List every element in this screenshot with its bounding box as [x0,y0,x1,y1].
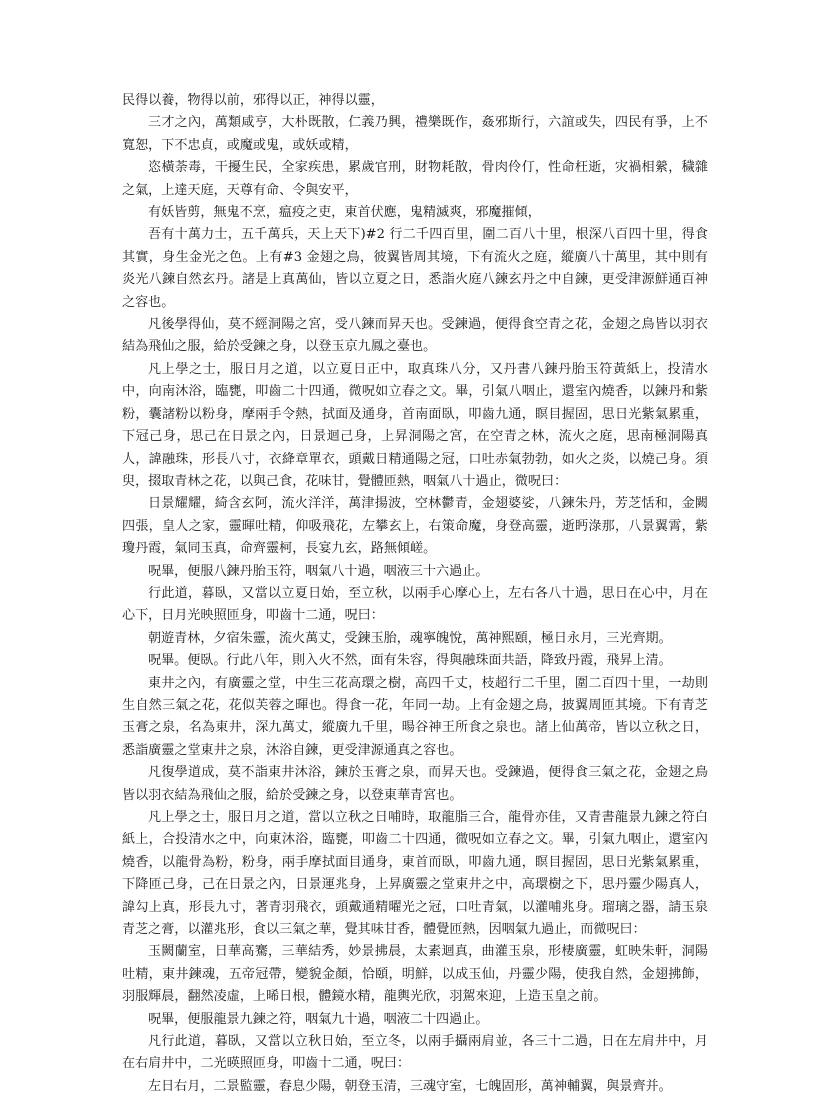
paragraph-13: 東井之內，有廣靈之堂，中生三花高環之樹，高四千丈，枝超行二千里，圍二百四十里，一劫則生自然三氣之花，花似芙蓉之暉也。得食一花，年同一劫。上有金翅之鳥，披翼周匝其境。下有青芝玉膏之泉，名為東井，深九萬丈，縱廣九千里，暘谷神王所食之泉也。諸上仙萬帝，皆以立秋之日，悉詣廣靈之堂東井之泉，沐浴自鍊，更受津源通真之容也。 [122,675,708,758]
paragraph-12: 呪畢。便臥。行此八年，則入火不然，面有朱容，得與融珠面共語，降致丹霞，飛昇上清。 [148,653,672,669]
paragraph-7: 凡上學之士，服日月之道，以立夏日正中，取真珠八分，又丹書八鍊丹胎玉符黃紙上，投清水中，向南沐浴，臨甕，叩齒二十四通，微呪如立春之文。畢，引氣八咽止，還室內燒香，以鍊丹和紫粉，囊諸粉以粉身，摩兩手令熱，拭面及通身，首南面臥，叩齒九通，瞑目握固，思日光紫氣累重，下冠己身，思己在日景之內，日景迴己身，上昇洞陽之宮，在空青之林，流火之庭，思南極洞陽真人，諱融珠，形長八寸，衣絳章單衣，頭戴日精通陽之冠，口吐赤氣勃勃，如火之炎，以燒己身。須臾，掇取青林之花，以與己食，花味甘，覺體匝熱，咽氣八十過止，微呪曰： [122,361,708,489]
paragraph-16: 玉闕蘭室，日華高騫，三華結秀，妙景拂晨，太素迴真，曲灌玉泉，形棲廣靈，虹映朱軒，洞陽吐精，東井鍊魂，五帝冠帶，變貌金顏，恰頤，明鮮，以成玉仙，丹靈少陽，使我自然，金翅拂飾，羽服輝晨，翻然凌虛，上晞日根，體鏡水精，龍輿光欣，羽駕來迎，上造玉皇之前。 [122,944,708,1005]
paragraph-17: 呪畢，便服龍景九鍊之符，咽氣九十過，咽液二十四過止。 [148,1011,489,1027]
paragraph-15: 凡上學之士，服日月之道，當以立秋之日哺時，取龍脂三合，龍骨亦佳，又青書龍景九鍊之符白紙上，合投清水之中，向東沐浴，臨甕，叩齒二十四通，微呪如立春之文。畢，引氣九咽止，還室內燒香，以龍骨為粉，粉身，兩手摩拭面目通身，東首而臥，叩齒九通，瞑目握固，思日光紫氣累重，下降匝己身，己在日景之內，日景運兆身，上昇廣靈之堂東井之中，高環樹之下，思丹靈少陽真人，諱勾上真，形長九寸，著青羽飛衣，頭戴通精曜光之冠，口吐青氣，以灌哺兆身。瑠璃之器，請玉泉青芝之膏，以灌兆形，食以三氣之華，覺其味甘香，體覺匝熱，因咽氣九過止，而微呪曰： [122,810,708,938]
paragraph-6: 凡後學得仙，莫不經洞陽之宮，受八鍊而昇天也。受鍊過，便得食空青之花，金翅之鳥皆以羽衣結為飛仙之服，給於受鍊之身，以登玉京九鳳之臺也。 [122,317,708,355]
paragraph-10: 行此道，暮臥，又當以立夏日始，至立秋，以兩手心摩心上，左右各八十過，思日在心中，月在心下，日月光映照匝身，叩齒十二通，呪曰： [122,585,708,624]
paragraph-2: 三才之內，萬類咸亨，大朴既散，仁義乃興，禮樂既作，姦邪斯行，六誼或失，四民有爭，上不寬恕，下不忠貞，或魔或鬼，或妖或精， [122,115,708,153]
paragraph-8: 日景耀耀，綺含玄阿，流火洋洋，萬津揚波，空林鬱青，金翅婆娑，八鍊朱丹，芳芝恬和，金闕四張，皇人之家，靈暉吐精，仰吸飛花，左攀玄上，右策命魔，身登高靈，逝眄淥那，八景翼霄，紫瓊丹霞，氣同玉真，命齊靈柯，長宴九玄，路無傾嵯。 [122,496,708,557]
paragraph-3: 恣橫荼毒，干擾生民，全家疾患，累歲官刑，財物耗散，骨肉伶仃，性命枉逝，灾禍相縈，穢雜之氣，上達天庭，天尊有命、令與安平， [122,160,708,198]
paragraph-9: 呪畢，便服八鍊丹胎玉符，咽氣八十過，咽液三十六過止。 [148,563,489,579]
paragraph-14: 凡復學道成，莫不詣東井沐浴，鍊於玉膏之泉，而昇天也。受鍊過，便得食三氣之花，金翅之鳥皆以羽衣結為飛仙之服，給於受鍊之身，以登東華青宮也。 [122,765,708,803]
paragraph-11: 朝遊青林，夕宿朱靈，流火萬丈，受鍊玉胎，魂寧魄悅，萬神熙頤，極日永月，三光齊期。 [148,630,672,646]
paragraph-4: 有妖皆剪，無鬼不烹，瘟疫之吏，東首伏應，鬼精滅爽，邪魔摧傾， [148,205,541,221]
paragraph-5: 吾有十萬力士，五千萬兵，天上天下)#2 行二千四百里，圍二百八十里，根深八百四十里，得食其實，身生金光之色。上有#3 金翅之鳥，彼翼皆周其境，下有流火之庭，縱廣八十萬里，其中則有炎光八鍊自然玄丹。諸是上真萬仙，皆以立夏之日，悉詣火庭八鍊玄丹之中自鍊，更受津源鮮通百神之容也。 [122,227,708,310]
paragraph-18: 凡行此道，暮臥，又當以立秋日始，至立冬，以兩手攝兩肩並，各三十二過，日在左肩井中，月在右肩井中，二光暎照匝身，叩齒十二通，呪曰： [122,1034,708,1072]
paragraph-19: 左日右月，二景監靈，舂息少陽，朝登玉清，三魂守室，七魄固形，萬神輔翼，與景齊并。 [148,1078,672,1094]
paragraph-1: 民得以養，物得以前，邪得以正，神得以靈， [122,93,384,108]
